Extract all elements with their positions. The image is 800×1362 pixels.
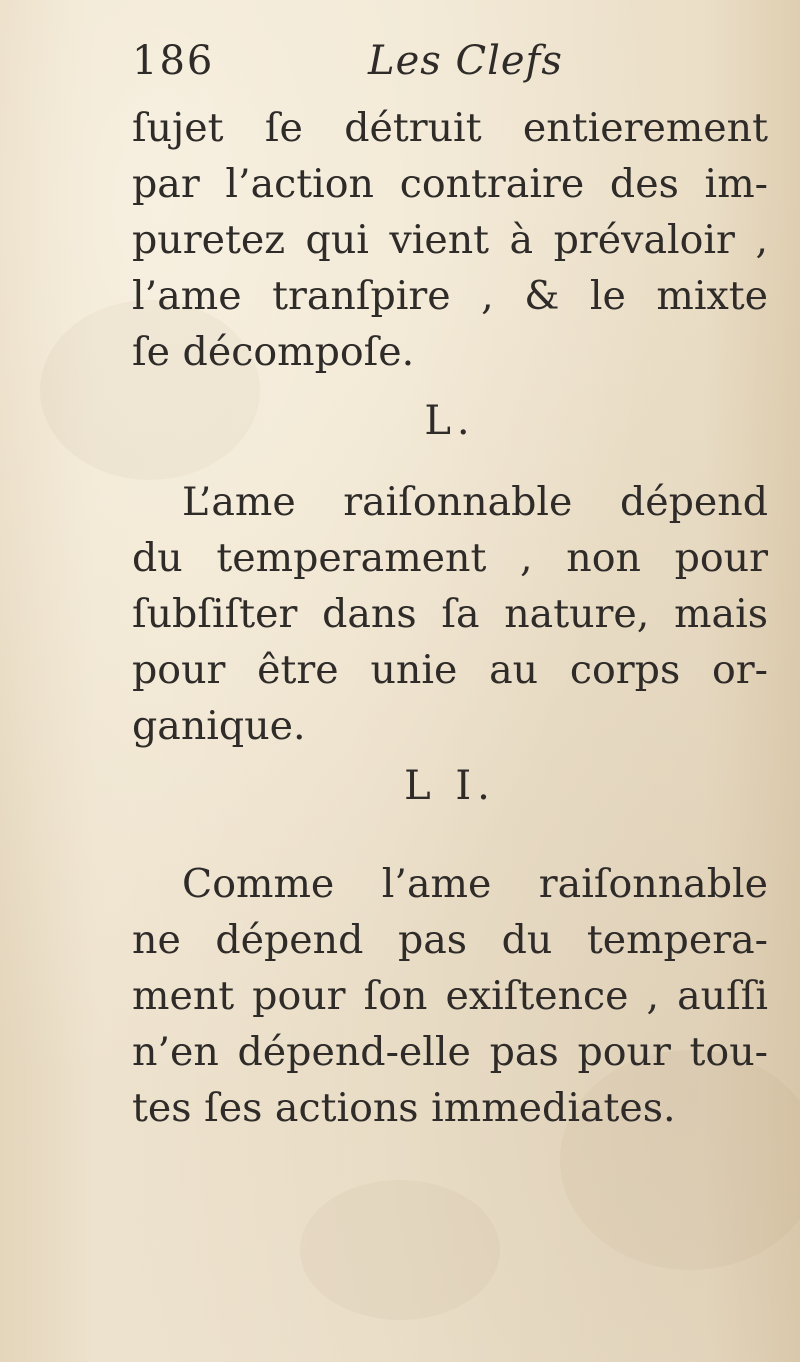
text-line: pour être unie au corps or- bbox=[132, 647, 768, 693]
page-header bbox=[132, 38, 692, 98]
section-heading-li: L I. bbox=[404, 763, 496, 809]
text-line: L’ame raiſonnable dépend bbox=[182, 479, 768, 525]
section-li-paragraph bbox=[132, 856, 768, 1136]
text-line: ganique. bbox=[132, 703, 306, 749]
text-line: l’ame tranſpire , & le mixte bbox=[132, 273, 768, 319]
text-line: ſubſiſter dans ſa nature, mais bbox=[132, 591, 768, 637]
section-heading-l: L. bbox=[424, 398, 476, 444]
text-line: n’en dépend-elle pas pour tou- bbox=[132, 1029, 768, 1075]
text-line: ne dépend pas du tempera- bbox=[132, 917, 768, 963]
continuation-paragraph bbox=[132, 100, 768, 380]
text-line: Comme l’ame raiſonnable bbox=[182, 861, 768, 907]
page-number: 186 bbox=[132, 38, 215, 84]
text-line: ment pour ſon exiſtence , auſſi bbox=[132, 973, 768, 1019]
text-line: puretez qui vient à prévaloir , bbox=[132, 217, 768, 263]
text-line: tes ſes actions immediates. bbox=[132, 1085, 676, 1131]
paper-stain bbox=[300, 1180, 500, 1320]
text-line: du temperament , non pour bbox=[132, 535, 768, 581]
text-line: ſe décompoſe. bbox=[132, 329, 415, 375]
section-l-paragraph bbox=[132, 474, 768, 754]
text-line: ſujet ſe détruit entierement bbox=[132, 105, 768, 151]
text-line: par l’action contraire des im- bbox=[132, 161, 768, 207]
running-head: Les Clefs bbox=[368, 38, 563, 84]
